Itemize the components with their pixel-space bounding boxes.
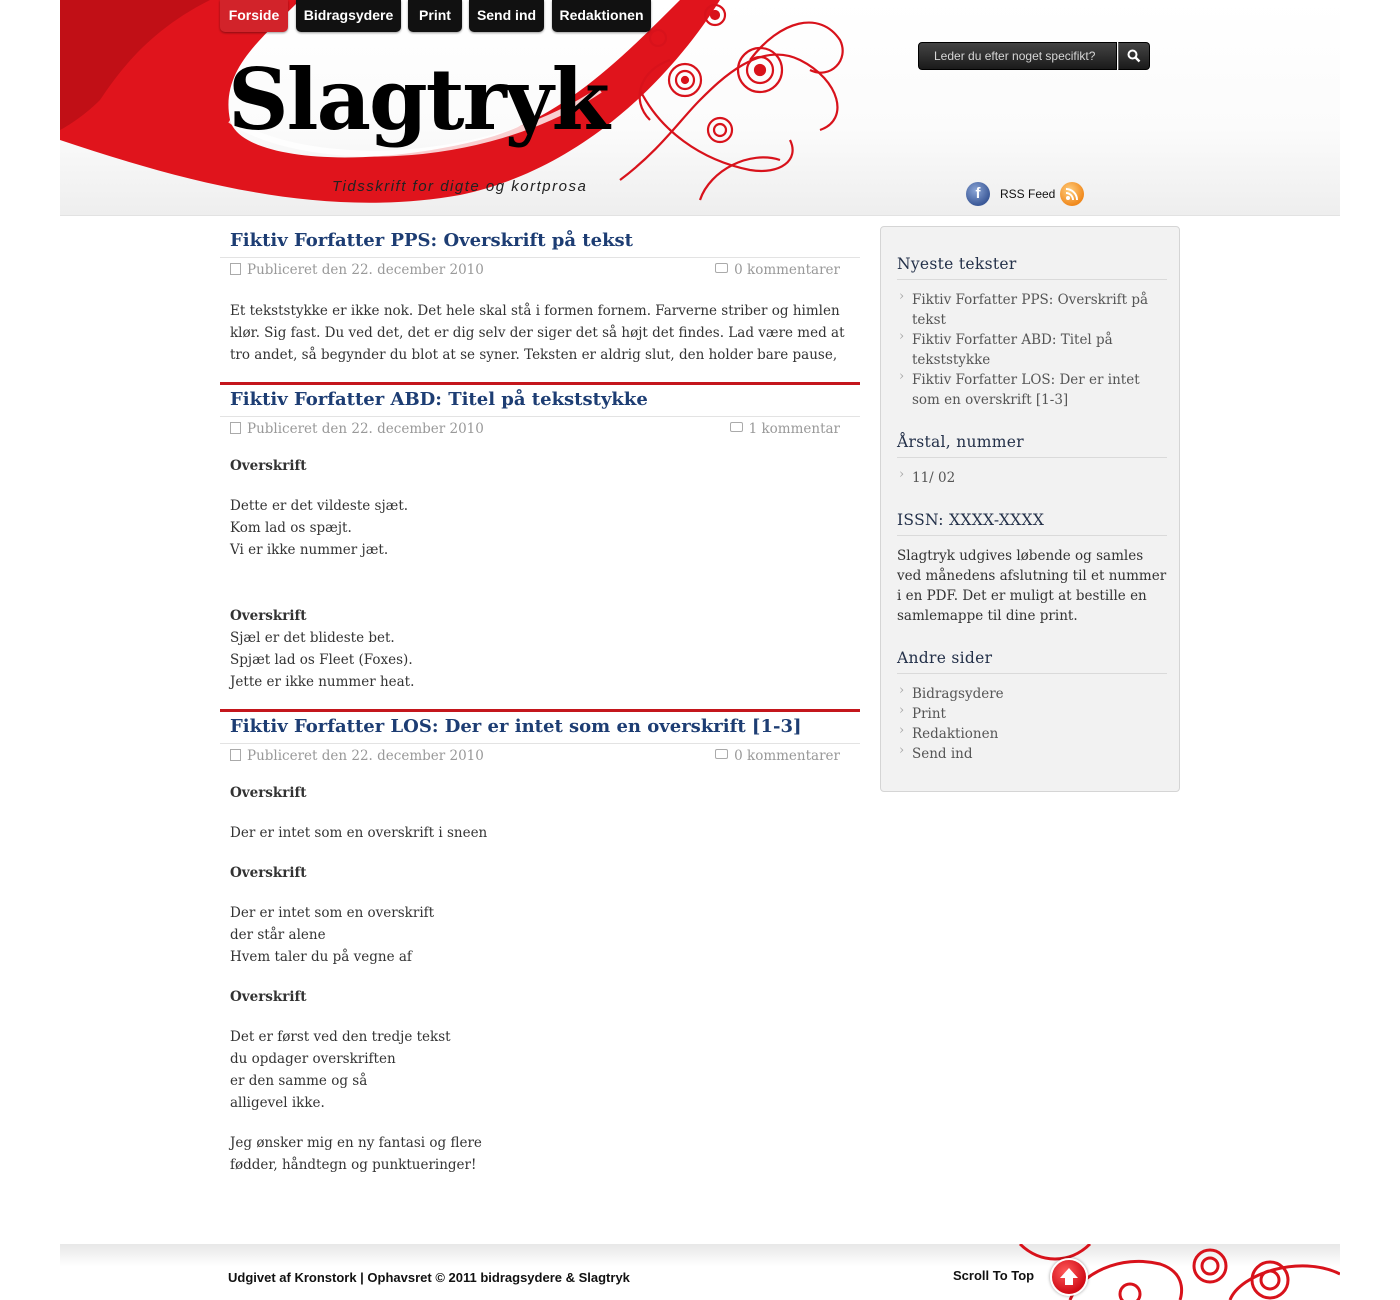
search-button[interactable] xyxy=(1118,42,1150,70)
post-subheading: Overskrift xyxy=(230,785,307,801)
post-meta xyxy=(220,257,860,282)
post-body xyxy=(220,441,860,693)
poem-line: Kom lad os spæjt. xyxy=(230,520,352,536)
poem-line: Der er intet som en overskrift i sneen xyxy=(230,825,488,841)
rss-feed-link[interactable]: RSS Feed xyxy=(1000,187,1056,201)
post-body xyxy=(220,282,860,366)
nav-item-redaktionen[interactable]: Redaktionen xyxy=(552,0,651,32)
site-tagline: Tidsskrift for digte og kortprosa xyxy=(332,178,588,195)
post-date: Publiceret den 22. december 2010 xyxy=(230,421,484,437)
sidebar xyxy=(880,226,1180,792)
sidebar-link-latest[interactable]: › Fiktiv Forfatter ABD: Titel på tekststykke xyxy=(897,330,1167,370)
post-date: Publiceret den 22. december 2010 xyxy=(230,748,484,764)
poem-line: Spjæt lad os Fleet (Foxes). xyxy=(230,652,413,668)
post xyxy=(220,226,860,385)
post xyxy=(220,385,860,712)
post-body xyxy=(220,768,860,1176)
scroll-up-button[interactable] xyxy=(1050,1258,1088,1296)
widget-latest-texts xyxy=(897,255,1167,410)
sidebar-link-send-ind[interactable]: › Send ind xyxy=(897,744,1167,764)
post-text-line: Et tekststykke er ikke nok. Det hele skal stå i formen fornem. Farverne striber og himlen xyxy=(230,303,840,319)
nav-item-print[interactable]: Print xyxy=(408,0,462,32)
post-text-line: tro andet, så begynder du blot at se syner. Teksten er aldrig slut, den holder bare pause, xyxy=(230,347,838,363)
sidebar-link-print[interactable]: › Print xyxy=(897,704,1167,724)
post xyxy=(220,712,860,1176)
post-subheading: Overskrift xyxy=(230,865,307,881)
sidebar-link-latest[interactable]: › Fiktiv Forfatter LOS: Der er intet som en overskrift [1-3] xyxy=(897,370,1167,410)
post-meta xyxy=(220,416,860,441)
sidebar-link-latest[interactable]: › Fiktiv Forfatter PPS: Overskrift på tekst xyxy=(897,290,1167,330)
calendar-icon xyxy=(230,749,241,761)
widget-title: ISSN: XXXX-XXXX xyxy=(897,511,1167,536)
poem-line: Jeg ønsker mig en ny fantasi og flere xyxy=(230,1135,482,1151)
poem-line: Vi er ikke nummer jæt. xyxy=(230,542,389,558)
comments-link[interactable]: 0 kommentarer xyxy=(715,262,840,278)
page xyxy=(60,0,1340,1300)
main-content xyxy=(220,226,860,1176)
post-text-line: klør. Sig fast. Du ved det, det er dig selv der siger det så højt det findes. Lad være med at xyxy=(230,325,845,341)
search-input[interactable] xyxy=(918,42,1117,70)
post-title-link[interactable]: Fiktiv Forfatter ABD: Titel på tekststykke xyxy=(230,389,648,410)
comment-icon xyxy=(715,263,728,273)
post-title-link[interactable]: Fiktiv Forfatter LOS: Der er intet som en overskrift [1-3] xyxy=(230,716,802,737)
rss-icon[interactable] xyxy=(1060,182,1084,206)
nav-item-send-ind[interactable]: Send ind xyxy=(469,0,544,32)
post-meta xyxy=(220,743,860,768)
widget-other-pages xyxy=(897,649,1167,764)
poem-line: Det er først ved den tredje tekst xyxy=(230,1029,451,1045)
widget-title: Andre sider xyxy=(897,649,1167,674)
footer-copyright: Udgivet af Kronstork | Ophavsret © 2011 bidragsydere & Slagtryk xyxy=(228,1270,630,1285)
arrow-up-icon xyxy=(1052,1260,1086,1294)
poem-line: alligevel ikke. xyxy=(230,1095,325,1111)
post-subheading: Overskrift xyxy=(230,608,307,624)
comment-icon xyxy=(730,422,743,432)
post-subheading: Overskrift xyxy=(230,989,307,1005)
sidebar-link-issue[interactable]: › 11/ 02 xyxy=(897,468,1167,488)
issn-description: Slagtryk udgives løbende og samles ved månedens afslutning til et nummer i en PDF. Det er muligt at bestille en samlemappe til dine print. xyxy=(897,548,1167,624)
poem-line: Hvem taler du på vegne af xyxy=(230,949,412,965)
widget-issue xyxy=(897,433,1167,488)
calendar-icon xyxy=(230,422,241,434)
sidebar-link-redaktionen[interactable]: › Redaktionen xyxy=(897,724,1167,744)
site-logo[interactable]: Slagtryk xyxy=(228,50,608,149)
nav-item-forside[interactable]: Forside xyxy=(220,0,288,32)
scroll-to-top-link[interactable]: Scroll To Top xyxy=(953,1268,1035,1283)
post-subheading: Overskrift xyxy=(230,458,307,474)
poem-line: Jette er ikke nummer heat. xyxy=(230,674,415,690)
poem-line: er den samme og så xyxy=(230,1073,368,1089)
site-header xyxy=(60,0,1340,216)
comments-link[interactable]: 1 kommentar xyxy=(730,421,840,437)
poem-line: der står alene xyxy=(230,927,326,943)
poem-line: fødder, håndtegn og punktueringer! xyxy=(230,1157,477,1173)
poem-line: Der er intet som en overskrift xyxy=(230,905,435,921)
poem-line: du opdager overskriften xyxy=(230,1051,396,1067)
search-icon xyxy=(1127,49,1141,63)
widget-title: Årstal, nummer xyxy=(897,433,1167,458)
nav-item-bidragsydere[interactable]: Bidragsydere xyxy=(296,0,401,32)
post-title-link[interactable]: Fiktiv Forfatter PPS: Overskrift på tekst xyxy=(230,230,633,251)
comments-link[interactable]: 0 kommentarer xyxy=(715,748,840,764)
widget-issn xyxy=(897,511,1167,626)
facebook-icon[interactable]: f xyxy=(966,182,990,206)
comment-icon xyxy=(715,749,728,759)
poem-line: Sjæl er det blideste bet. xyxy=(230,630,395,646)
widget-title: Nyeste tekster xyxy=(897,255,1167,280)
calendar-icon xyxy=(230,263,241,275)
post-date: Publiceret den 22. december 2010 xyxy=(230,262,484,278)
site-footer xyxy=(60,1244,1340,1300)
poem-line: Dette er det vildeste sjæt. xyxy=(230,498,409,514)
sidebar-link-bidragsydere[interactable]: › Bidragsydere xyxy=(897,684,1167,704)
